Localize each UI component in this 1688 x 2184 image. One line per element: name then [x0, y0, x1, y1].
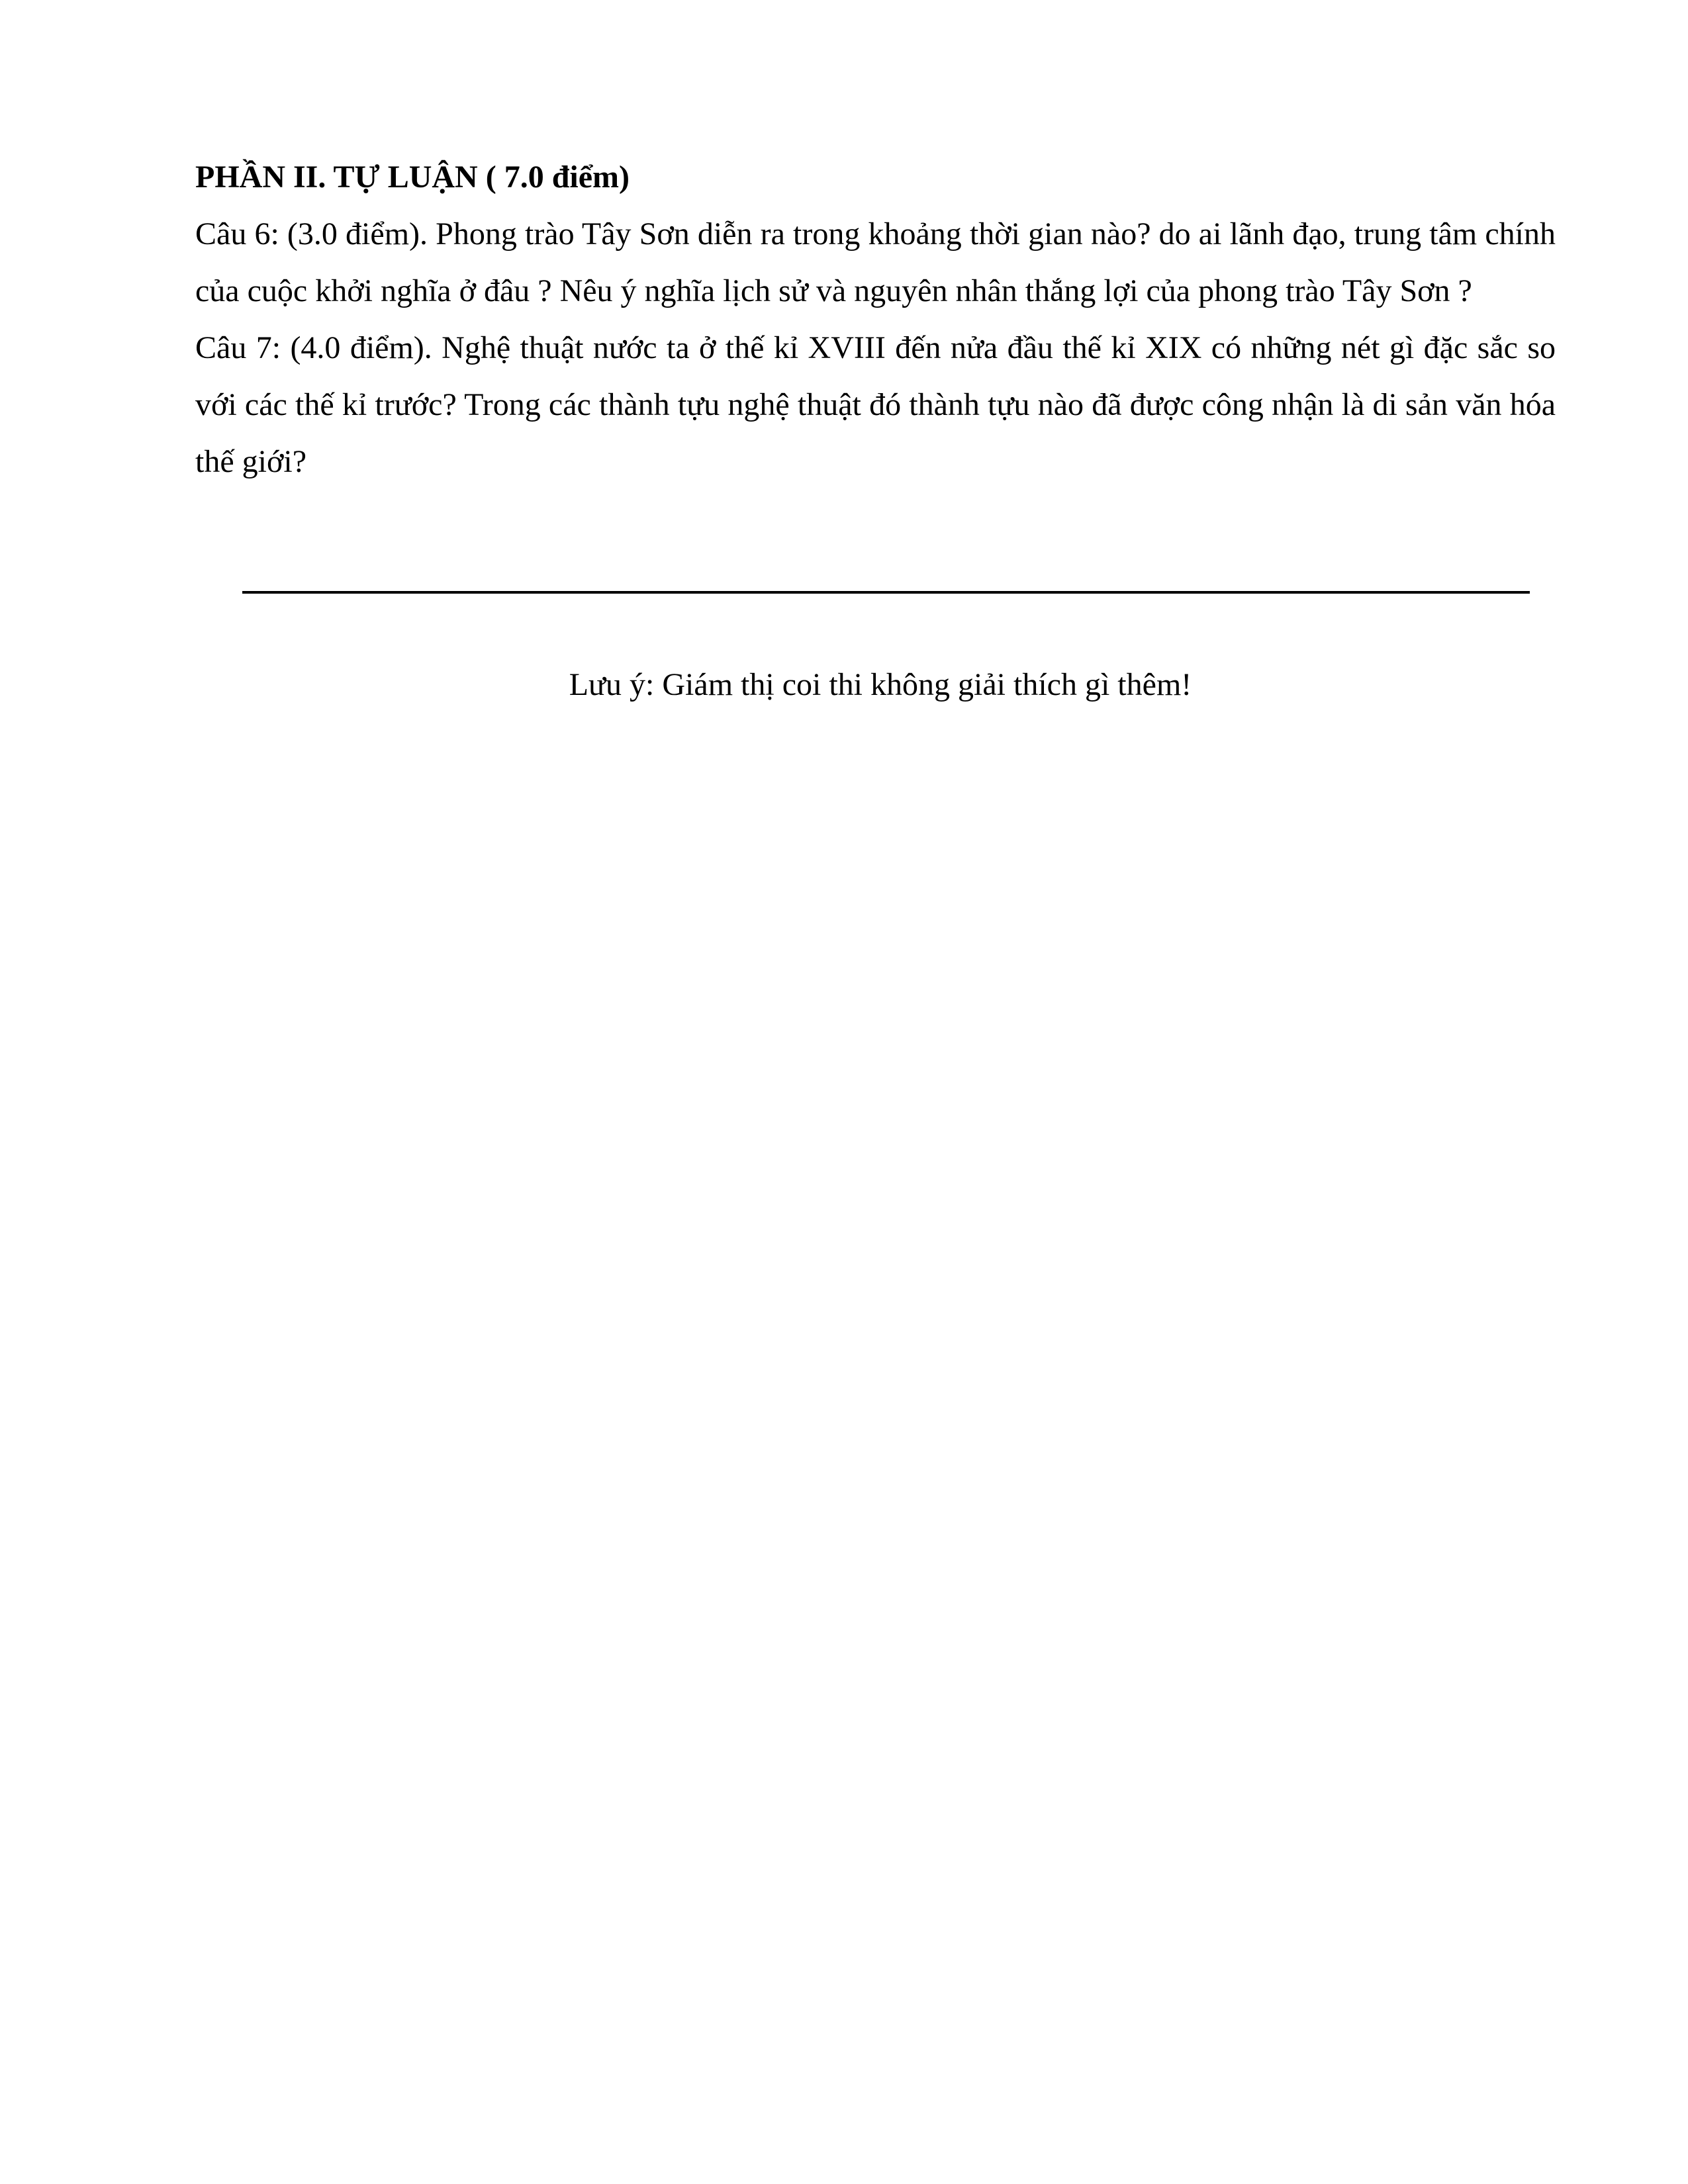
horizontal-divider	[242, 591, 1530, 594]
question-7: Câu 7: (4.0 điểm). Nghệ thuật nước ta ở thế kỉ XVIII đến nửa đầu thế kỉ XIX có những nét gì đặc sắc so với các thế kỉ trước? Trong các thành tựu nghệ thuật đó thành tựu nào đã được công nhận là di sản văn hóa thế giới?	[195, 330, 1556, 479]
question-6: Câu 6: (3.0 điểm). Phong trào Tây Sơn diễn ra trong khoảng thời gian nào? do ai lãnh đạo, trung tâm chính của cuộc khởi nghĩa ở đâu ? Nêu ý nghĩa lịch sử và nguyên nhân thắng lợi của phong trào Tây Sơn ?	[195, 216, 1556, 308]
section-title: PHẦN II. TỰ LUẬN ( 7.0 điểm)	[195, 159, 630, 195]
essay-section	[195, 149, 1556, 490]
proctor-note: Lưu ý: Giám thị coi thi không giải thích gì thêm!	[569, 667, 1192, 702]
